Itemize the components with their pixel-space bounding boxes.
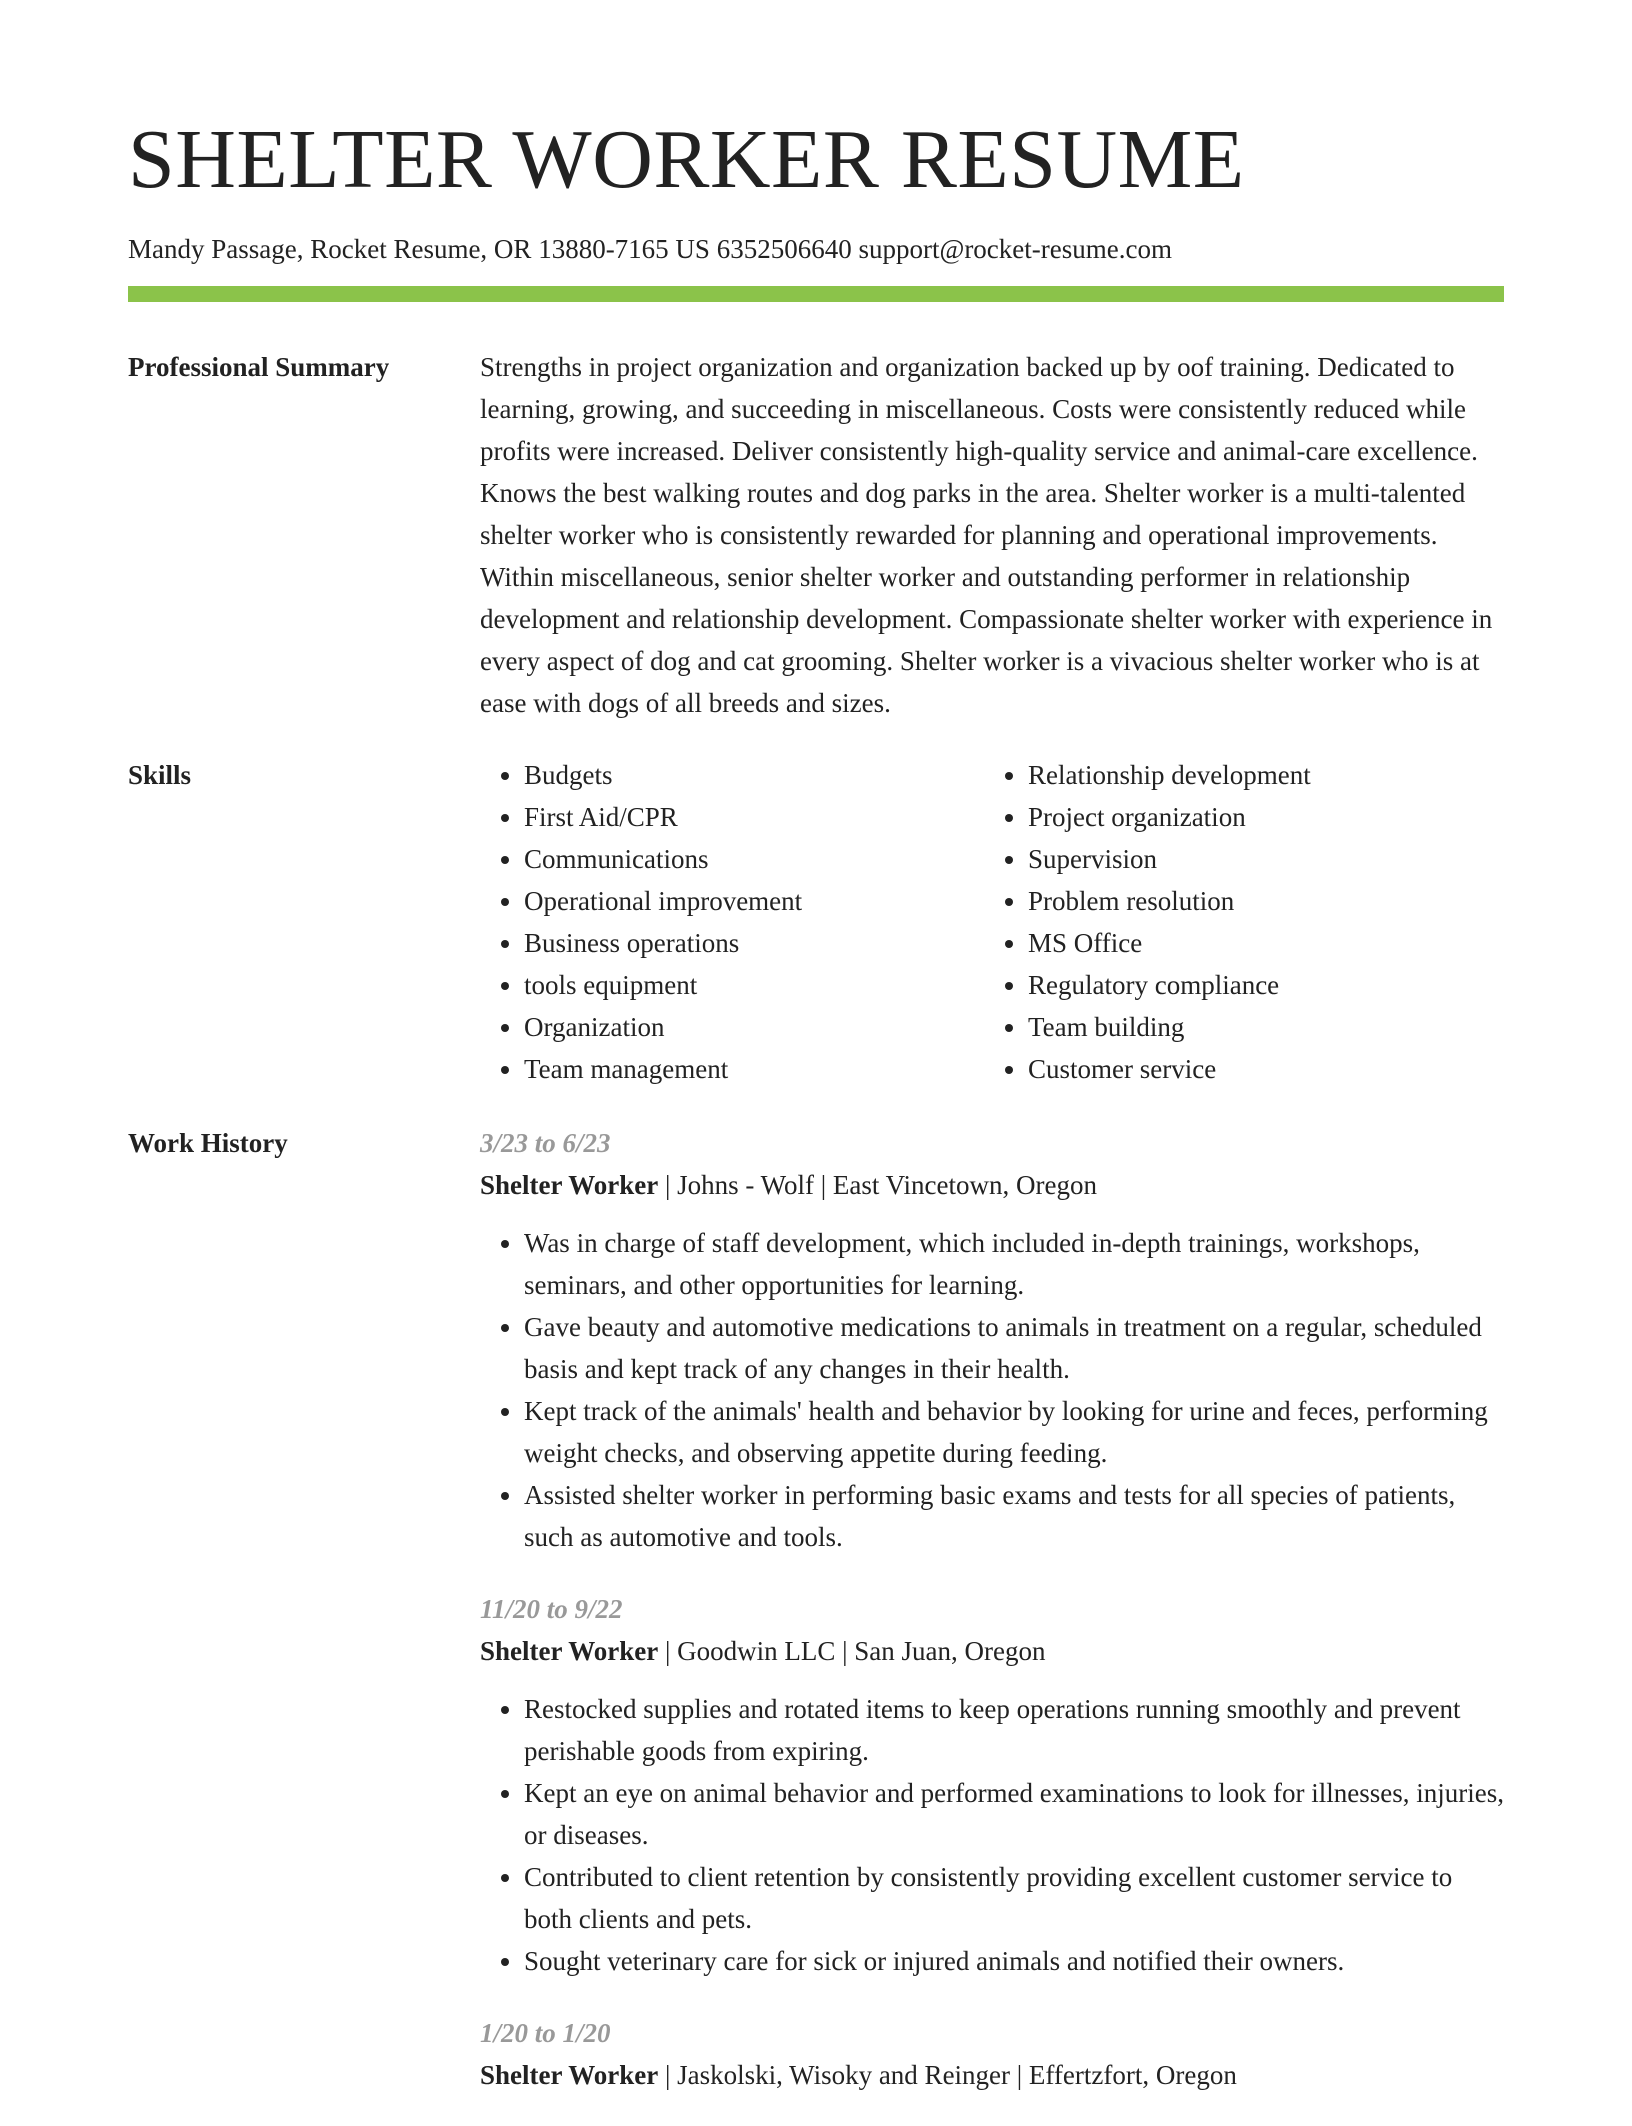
skill-item: • Customer service — [1028, 1048, 1488, 1090]
skill-item: • Communications — [524, 838, 984, 880]
job-employer-location: | Goodwin LLC | San Juan, Oregon — [658, 1636, 1046, 1666]
job-duty: • Was in charge of staff development, which included in-depth trainings, workshops, seminars, and other opportunities for learning. — [524, 1222, 1504, 1306]
job-heading — [480, 2054, 1504, 2096]
skills-label: Skills — [128, 760, 192, 790]
summary-section — [480, 346, 1504, 724]
resume-title: SHELTER WORKER RESUME — [128, 113, 1245, 206]
job-duty: • Assisted shelter worker in performing basic exams and tests for all species of patients, such as automotive and tools. — [524, 1474, 1504, 1558]
skill-item: • Problem resolution — [1028, 880, 1488, 922]
job-title: Shelter Worker — [480, 1636, 659, 1666]
job-duty: • Gave beauty and automotive medications to animals in treatment on a regular, scheduled basis and kept track of any changes in their health. — [524, 1306, 1504, 1390]
work-history-section — [480, 1122, 1504, 2126]
header-accent-rule — [128, 286, 1504, 302]
skill-item: • Regulatory compliance — [1028, 964, 1488, 1006]
skills-columns — [480, 754, 1504, 1090]
job-employer-location: | Johns - Wolf | East Vincetown, Oregon — [658, 1170, 1097, 1200]
job-entry — [480, 2012, 1504, 2096]
job-entry — [480, 1122, 1504, 1558]
skill-item: • Operational improvement — [524, 880, 984, 922]
skill-item: • Organization — [524, 1006, 984, 1048]
skill-item: • Supervision — [1028, 838, 1488, 880]
job-dates: 3/23 to 6/23 — [480, 1128, 611, 1158]
job-title: Shelter Worker — [480, 2060, 659, 2090]
skill-item: • Team management — [524, 1048, 984, 1090]
skill-item: • Relationship development — [1028, 754, 1488, 796]
job-entry — [480, 1588, 1504, 1982]
job-title: Shelter Worker — [480, 1170, 659, 1200]
summary-text: Strengths in project organization and organization backed up by oof training. Dedicated to learning, growing, and succeeding in miscellaneous. Costs were consistently reduced while profits were increased. Deliver consistently high-quality service and animal-care excellence. Knows the best walking routes and dog parks in the area. Shelter worker is a multi-talented shelter worker who is consistently rewarded for planning and operational improvements. Within miscellaneous, senior shelter worker and outstanding performer in relationship development and relationship development. Compassionate shelter worker with experience in every aspect of dog and cat grooming. Shelter worker is a vivacious shelter worker who is at ease with dogs of all breeds and sizes. — [480, 352, 1493, 718]
skill-item: • Business operations — [524, 922, 984, 964]
job-dates: 11/20 to 9/22 — [480, 1594, 623, 1624]
job-heading — [480, 1164, 1504, 1206]
job-heading — [480, 1630, 1504, 1672]
skill-item: • MS Office — [1028, 922, 1488, 964]
job-duties — [480, 1222, 1504, 1558]
summary-label: Professional Summary — [128, 352, 390, 382]
job-duty: • Kept an eye on animal behavior and performed examinations to look for illnesses, injuries, or diseases. — [524, 1772, 1504, 1856]
job-dates: 1/20 to 1/20 — [480, 2018, 611, 2048]
job-duty: • Restocked supplies and rotated items to keep operations running smoothly and prevent perishable goods from expiring. — [524, 1688, 1504, 1772]
skill-item: • First Aid/CPR — [524, 796, 984, 838]
work-history-label: Work History — [128, 1128, 288, 1158]
skill-item: • Team building — [1028, 1006, 1488, 1048]
job-duties — [480, 1688, 1504, 1982]
contact-line: Mandy Passage, Rocket Resume, OR 13880-7165 US 6352506640 support@rocket-resume.com — [128, 234, 1172, 264]
skill-item: • Project organization — [1028, 796, 1488, 838]
job-duty: • Kept track of the animals' health and behavior by looking for urine and feces, performing weight checks, and observing appetite during feeding. — [524, 1390, 1504, 1474]
skills-section — [480, 754, 1504, 1090]
job-duty: • Contributed to client retention by consistently providing excellent customer service to both clients and pets. — [524, 1856, 1504, 1940]
skill-item: • tools equipment — [524, 964, 984, 1006]
skill-item: • Budgets — [524, 754, 984, 796]
skills-list-left — [480, 754, 984, 1090]
job-employer-location: | Jaskolski, Wisoky and Reinger | Effertzfort, Oregon — [658, 2060, 1237, 2090]
job-duty: • Sought veterinary care for sick or injured animals and notified their owners. — [524, 1940, 1504, 1982]
skills-list-right — [984, 754, 1488, 1090]
